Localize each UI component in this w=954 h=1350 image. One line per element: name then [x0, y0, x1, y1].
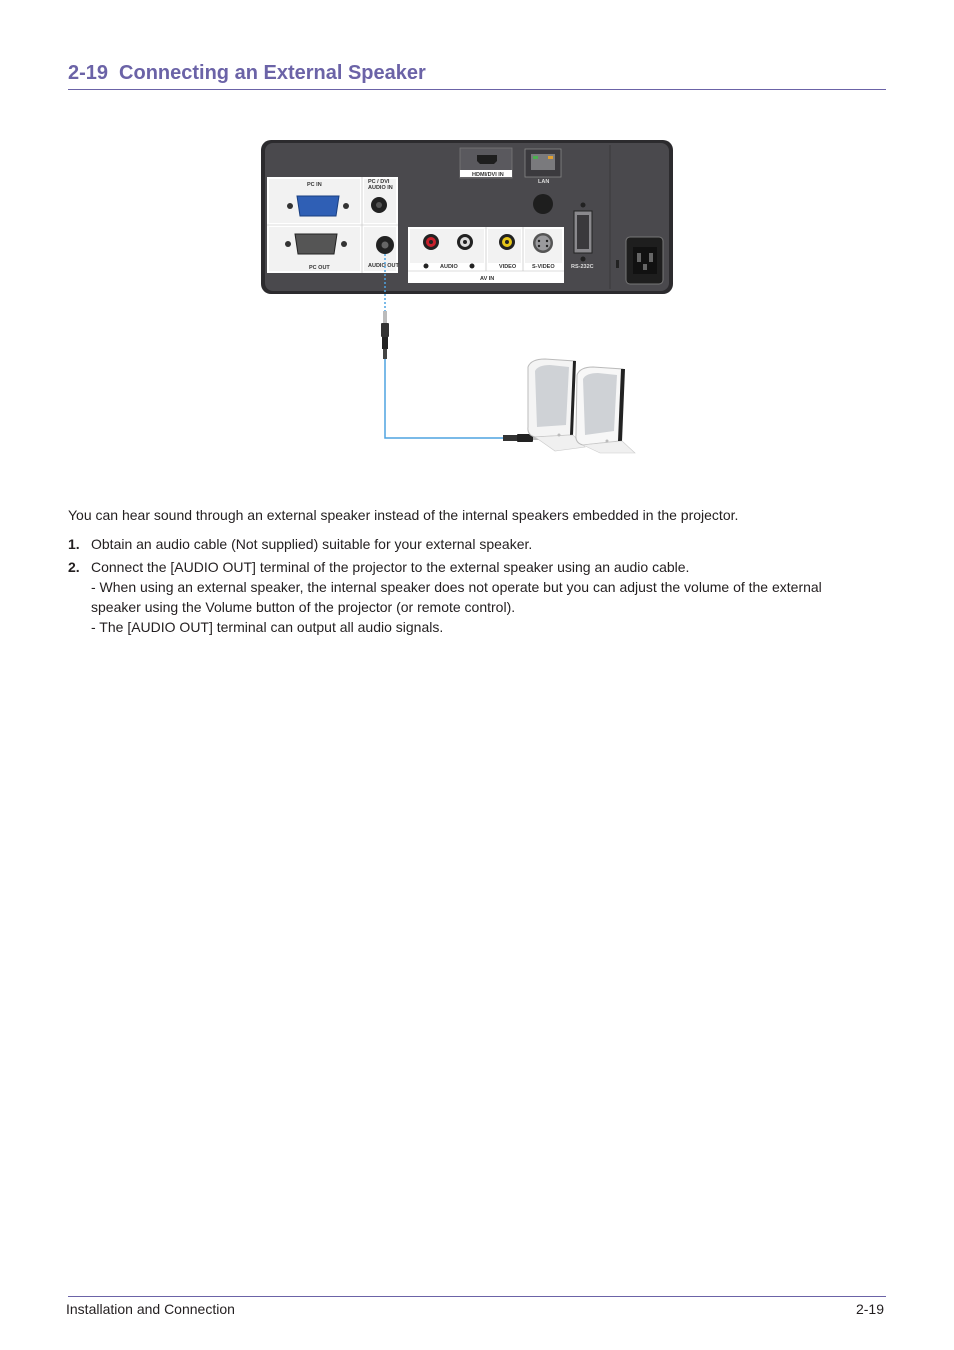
- step-1-text: Obtain an audio cable (Not supplied) suitable for your external speaker.: [91, 536, 533, 552]
- header-rule: [68, 89, 886, 90]
- s-video-jack: [533, 233, 553, 253]
- step-2-note-2: - The [AUDIO OUT] terminal can output all audio signals.: [91, 619, 444, 635]
- hdmi-port: [477, 155, 497, 164]
- pc-dvi-label: PC / DVI: [368, 179, 390, 185]
- step-2-text: Connect the [AUDIO OUT] terminal of the projector to the external speaker using an audio cable.: [91, 559, 690, 575]
- intro-text: You can hear sound through an external speaker instead of the internal speakers embedded in the projector.: [68, 507, 739, 523]
- footer-rule: [68, 1296, 886, 1297]
- step-2: [68, 557, 868, 637]
- rs232c-label: RS-232C: [571, 264, 594, 270]
- audio-out-label: AUDIO OUT: [368, 263, 399, 269]
- steps-list: [68, 534, 868, 637]
- footer-section: Installation and Connection: [66, 1301, 235, 1317]
- step-2-number: 2.: [68, 559, 80, 575]
- section-title: [68, 62, 426, 85]
- video-label: VIDEO: [499, 264, 517, 270]
- section-heading: Connecting an External Speaker: [119, 62, 426, 84]
- audio-out-jack: [376, 236, 394, 254]
- lock-slot: [616, 260, 619, 268]
- service-jack: [533, 194, 553, 214]
- external-speakers: [528, 359, 635, 453]
- video-jack: [499, 234, 515, 250]
- pc-out-label: PC OUT: [309, 265, 330, 271]
- power-socket: [626, 237, 663, 284]
- step-1: [68, 534, 868, 554]
- rs232c-port: [574, 203, 592, 262]
- audio-r-jack: [423, 234, 439, 250]
- pc-in-label: PC IN: [307, 182, 322, 188]
- audio-plug-top: [381, 311, 389, 359]
- connection-diagram: [255, 135, 685, 460]
- audio-l-jack: [457, 234, 473, 250]
- audio-in-jack: [371, 197, 387, 213]
- section-number: 2-19: [68, 62, 109, 84]
- av-in-label: AV IN: [480, 276, 495, 282]
- step-2-note-1: - When using an external speaker, the internal speaker does not operate but you can adjust the volume of the external speaker using the Volume button of the projector (or remote control).: [91, 579, 822, 615]
- audio-cable: [385, 359, 505, 438]
- audio-in-label: AUDIO IN: [368, 185, 393, 191]
- footer-page-number: 2-19: [855, 1301, 884, 1317]
- audio-label: AUDIO: [440, 264, 458, 270]
- step-1-number: 1.: [68, 536, 80, 552]
- hdmi-dvi-in-label: HDMI/DVI IN: [472, 172, 504, 178]
- lan-label: LAN: [538, 179, 550, 185]
- s-video-label: S-VIDEO: [532, 264, 555, 270]
- connection-diagram-svg: [255, 135, 685, 460]
